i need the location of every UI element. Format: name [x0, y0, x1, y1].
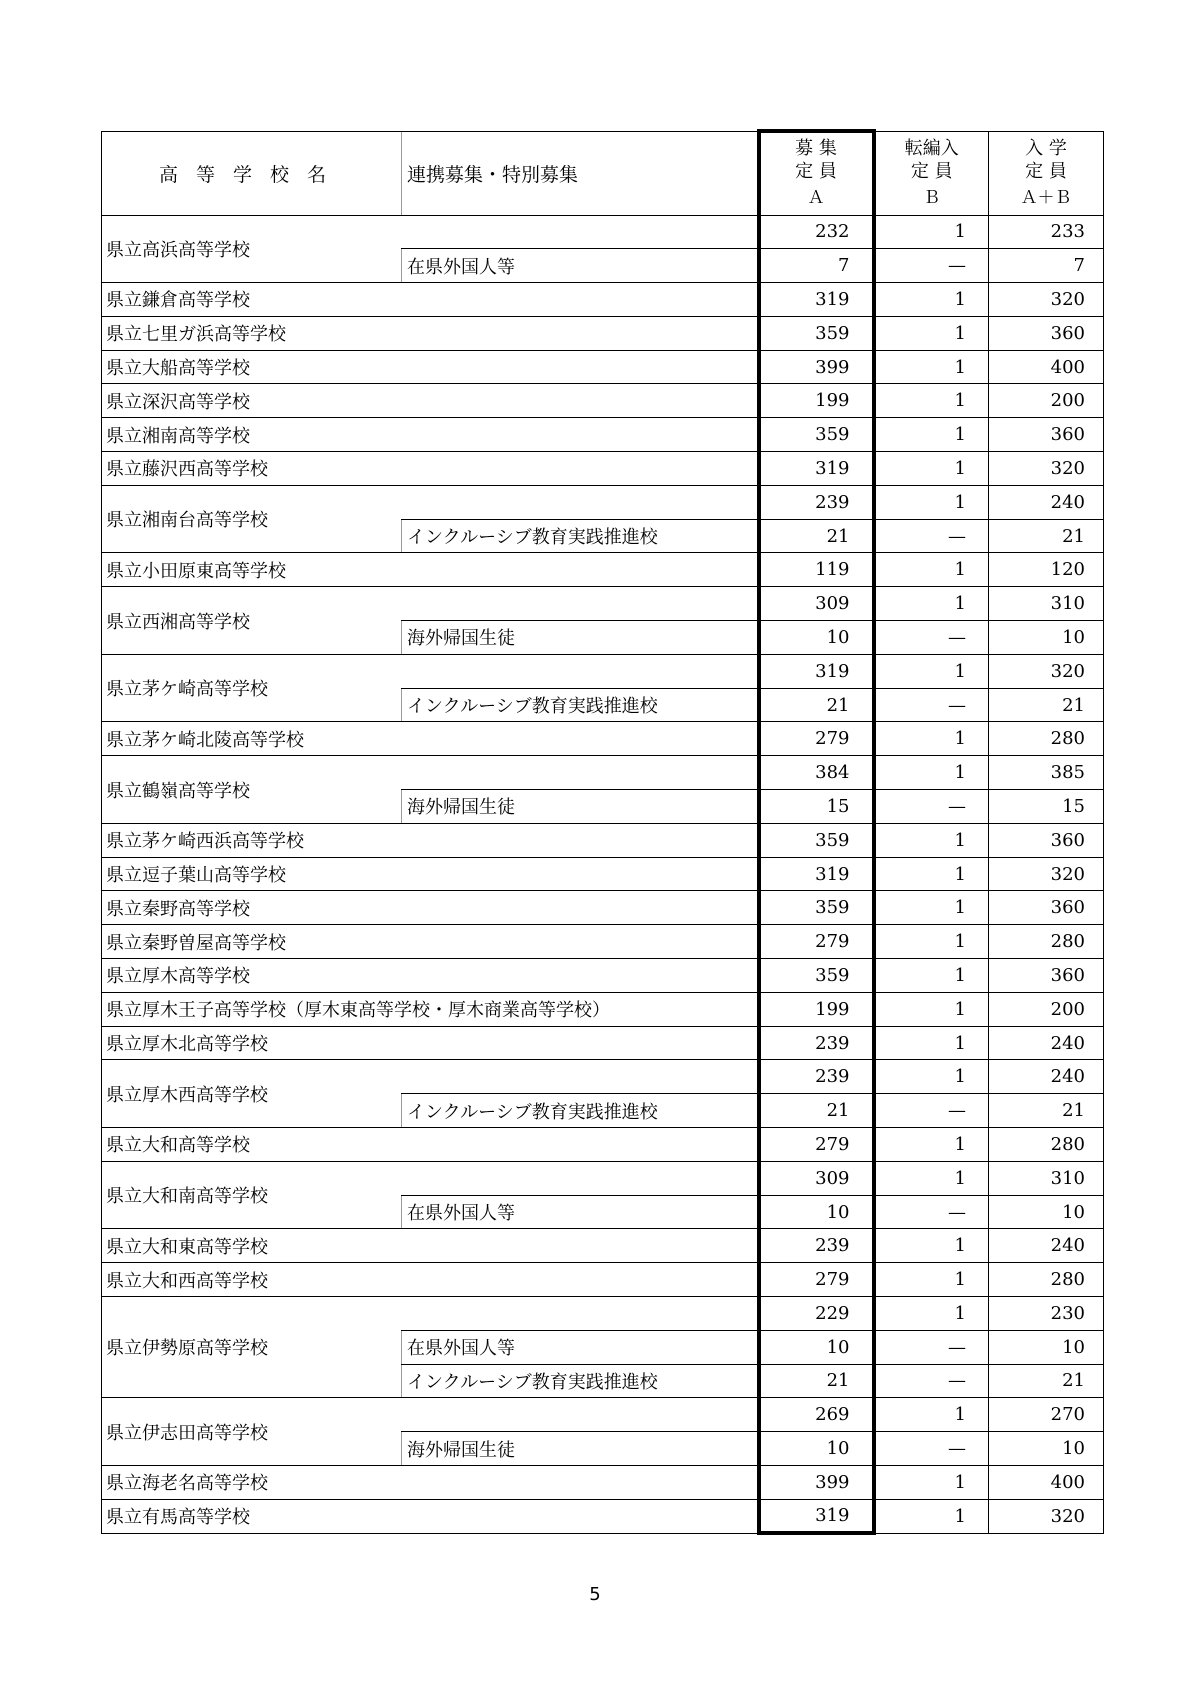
total-ab: 320	[989, 857, 1104, 891]
transfer-b: 1	[874, 654, 989, 688]
page-number: 5	[589, 1584, 601, 1605]
total-ab: 360	[989, 418, 1104, 452]
program-cell: 海外帰国生徒	[402, 790, 759, 824]
school-name: 県立有馬高等学校	[102, 1499, 759, 1533]
total-ab: 310	[989, 587, 1104, 621]
capacity-a: 232	[759, 215, 874, 249]
capacity-a: 319	[759, 283, 874, 317]
school-name: 県立海老名高等学校	[102, 1465, 759, 1499]
program-cell	[402, 654, 759, 688]
program-cell	[402, 485, 759, 519]
transfer-b: 1	[874, 1499, 989, 1533]
capacity-a: 359	[759, 959, 874, 993]
transfer-b: 1	[874, 283, 989, 317]
capacity-a: 359	[759, 823, 874, 857]
transfer-b: —	[874, 1432, 989, 1466]
school-name: 県立厚木西高等学校	[102, 1060, 402, 1128]
capacity-a: 309	[759, 587, 874, 621]
header-col-b-line3: Ｂ	[923, 187, 941, 208]
capacity-a: 10	[759, 1432, 874, 1466]
school-name: 県立小田原東高等学校	[102, 553, 759, 587]
school-name: 県立湘南高等学校	[102, 418, 759, 452]
table-row	[102, 1465, 1104, 1499]
capacity-a: 319	[759, 1499, 874, 1533]
school-name: 県立高浜高等学校	[102, 215, 402, 283]
header-col-a	[759, 131, 874, 215]
transfer-b: 1	[874, 1398, 989, 1432]
transfer-b: 1	[874, 925, 989, 959]
transfer-b: —	[874, 688, 989, 722]
table-row	[102, 992, 1104, 1026]
transfer-b: 1	[874, 587, 989, 621]
total-ab: 270	[989, 1398, 1104, 1432]
total-ab: 230	[989, 1297, 1104, 1331]
total-ab: 400	[989, 350, 1104, 384]
transfer-b: 1	[874, 1060, 989, 1094]
school-name: 県立大和東高等学校	[102, 1229, 759, 1263]
capacity-a: 21	[759, 519, 874, 553]
capacity-a: 309	[759, 1161, 874, 1195]
school-name: 県立伊志田高等学校	[102, 1398, 402, 1466]
school-name: 県立大和高等学校	[102, 1128, 759, 1162]
capacity-a: 359	[759, 418, 874, 452]
table-row	[102, 1161, 1104, 1195]
program-cell	[402, 1398, 759, 1432]
total-ab: 280	[989, 722, 1104, 756]
transfer-b: 1	[874, 891, 989, 925]
school-name: 県立鎌倉高等学校	[102, 283, 759, 317]
school-name: 県立厚木王子高等学校（厚木東高等学校・厚木商業高等学校）	[102, 992, 759, 1026]
total-ab: 233	[989, 215, 1104, 249]
header-program: 連携募集・特別募集	[402, 131, 759, 215]
table-row	[102, 1060, 1104, 1094]
program-cell: 海外帰国生徒	[402, 1432, 759, 1466]
school-name: 県立深沢高等学校	[102, 384, 759, 418]
school-name: 県立逗子葉山高等学校	[102, 857, 759, 891]
transfer-b: 1	[874, 485, 989, 519]
transfer-b: 1	[874, 215, 989, 249]
total-ab: 120	[989, 553, 1104, 587]
transfer-b: —	[874, 249, 989, 283]
total-ab: 280	[989, 925, 1104, 959]
total-ab: 360	[989, 959, 1104, 993]
transfer-b: —	[874, 790, 989, 824]
total-ab: 400	[989, 1465, 1104, 1499]
program-cell	[402, 1060, 759, 1094]
total-ab: 240	[989, 1060, 1104, 1094]
header-col-b-line1: 転編入	[904, 137, 959, 159]
transfer-b: 1	[874, 1161, 989, 1195]
capacity-a: 10	[759, 621, 874, 655]
capacity-a: 239	[759, 1026, 874, 1060]
program-cell	[402, 215, 759, 249]
school-name: 県立厚木高等学校	[102, 959, 759, 993]
header-col-ab-line1: 入 学	[1025, 137, 1067, 159]
capacity-a: 119	[759, 553, 874, 587]
capacity-a: 319	[759, 452, 874, 486]
total-ab: 280	[989, 1128, 1104, 1162]
table-row	[102, 857, 1104, 891]
program-cell: インクルーシブ教育実践推進校	[402, 519, 759, 553]
total-ab: 280	[989, 1263, 1104, 1297]
table-row	[102, 316, 1104, 350]
transfer-b: 1	[874, 418, 989, 452]
program-cell	[402, 756, 759, 790]
header-col-ab-line3: Ａ＋Ｂ	[1020, 187, 1072, 208]
program-cell: 在県外国人等	[402, 1195, 759, 1229]
transfer-b: 1	[874, 1026, 989, 1060]
table-row	[102, 384, 1104, 418]
total-ab: 200	[989, 992, 1104, 1026]
transfer-b: 1	[874, 1128, 989, 1162]
table-body	[102, 215, 1104, 1533]
transfer-b: 1	[874, 992, 989, 1026]
school-name: 県立大和西高等学校	[102, 1263, 759, 1297]
transfer-b: 1	[874, 722, 989, 756]
transfer-b: 1	[874, 823, 989, 857]
school-name: 県立厚木北高等学校	[102, 1026, 759, 1060]
school-name: 県立茅ケ崎高等学校	[102, 654, 402, 722]
school-name: 県立大和南高等学校	[102, 1161, 402, 1229]
total-ab: 320	[989, 1499, 1104, 1533]
table-row	[102, 654, 1104, 688]
capacity-a: 399	[759, 1465, 874, 1499]
capacity-a: 319	[759, 654, 874, 688]
program-cell	[402, 1161, 759, 1195]
total-ab: 15	[989, 790, 1104, 824]
total-ab: 21	[989, 1364, 1104, 1398]
transfer-b: 1	[874, 1297, 989, 1331]
program-cell: 在県外国人等	[402, 1330, 759, 1364]
capacity-table	[101, 129, 1104, 1535]
total-ab: 310	[989, 1161, 1104, 1195]
capacity-a: 239	[759, 1060, 874, 1094]
transfer-b: 1	[874, 553, 989, 587]
transfer-b: 1	[874, 316, 989, 350]
capacity-a: 199	[759, 384, 874, 418]
program-cell: 海外帰国生徒	[402, 621, 759, 655]
school-name: 県立鶴嶺高等学校	[102, 756, 402, 824]
table-row	[102, 1128, 1104, 1162]
table-row	[102, 1297, 1104, 1331]
capacity-a: 279	[759, 722, 874, 756]
capacity-a: 21	[759, 688, 874, 722]
table-row	[102, 350, 1104, 384]
table-header	[102, 131, 1104, 215]
capacity-a: 10	[759, 1330, 874, 1364]
transfer-b: —	[874, 1330, 989, 1364]
transfer-b: —	[874, 1094, 989, 1128]
capacity-a: 384	[759, 756, 874, 790]
table-row	[102, 418, 1104, 452]
capacity-a: 229	[759, 1297, 874, 1331]
transfer-b: 1	[874, 350, 989, 384]
total-ab: 21	[989, 688, 1104, 722]
table-row	[102, 587, 1104, 621]
transfer-b: 1	[874, 857, 989, 891]
total-ab: 21	[989, 1094, 1104, 1128]
table-row	[102, 1499, 1104, 1533]
program-cell: 在県外国人等	[402, 249, 759, 283]
transfer-b: —	[874, 1364, 989, 1398]
total-ab: 360	[989, 891, 1104, 925]
total-ab: 360	[989, 823, 1104, 857]
table-row	[102, 959, 1104, 993]
total-ab: 10	[989, 621, 1104, 655]
program-cell	[402, 587, 759, 621]
header-col-a-line1: 募 集	[795, 138, 837, 160]
header-col-a-line2: 定 員	[795, 161, 837, 183]
transfer-b: 1	[874, 1229, 989, 1263]
school-name: 県立秦野高等学校	[102, 891, 759, 925]
transfer-b: 1	[874, 384, 989, 418]
total-ab: 320	[989, 452, 1104, 486]
program-cell: インクルーシブ教育実践推進校	[402, 1094, 759, 1128]
capacity-a: 15	[759, 790, 874, 824]
school-name: 県立秦野曽屋高等学校	[102, 925, 759, 959]
table-row	[102, 1026, 1104, 1060]
program-cell: インクルーシブ教育実践推進校	[402, 688, 759, 722]
capacity-a: 359	[759, 316, 874, 350]
table-row	[102, 1398, 1104, 1432]
table-row	[102, 553, 1104, 587]
school-name: 県立大船高等学校	[102, 350, 759, 384]
total-ab: 10	[989, 1330, 1104, 1364]
header-col-ab	[989, 131, 1104, 215]
capacity-a: 21	[759, 1094, 874, 1128]
header-col-b-line2: 定 員	[910, 160, 953, 182]
total-ab: 240	[989, 1229, 1104, 1263]
transfer-b: 1	[874, 959, 989, 993]
capacity-a: 269	[759, 1398, 874, 1432]
school-name: 県立西湘高等学校	[102, 587, 402, 655]
total-ab: 240	[989, 1026, 1104, 1060]
total-ab: 10	[989, 1432, 1104, 1466]
capacity-a: 279	[759, 1263, 874, 1297]
transfer-b: 1	[874, 1263, 989, 1297]
table-row	[102, 823, 1104, 857]
table-row	[102, 756, 1104, 790]
transfer-b: 1	[874, 1465, 989, 1499]
capacity-a: 7	[759, 249, 874, 283]
header-school-name: 高等学校名	[102, 131, 402, 215]
capacity-a: 10	[759, 1195, 874, 1229]
table-row	[102, 925, 1104, 959]
transfer-b: 1	[874, 756, 989, 790]
total-ab: 320	[989, 283, 1104, 317]
capacity-a: 239	[759, 1229, 874, 1263]
table-row	[102, 452, 1104, 486]
table-row	[102, 215, 1104, 249]
total-ab: 21	[989, 519, 1104, 553]
total-ab: 10	[989, 1195, 1104, 1229]
capacity-a: 279	[759, 1128, 874, 1162]
school-name: 県立伊勢原高等学校	[102, 1297, 402, 1398]
transfer-b: —	[874, 621, 989, 655]
capacity-a: 21	[759, 1364, 874, 1398]
program-cell	[402, 1297, 759, 1331]
total-ab: 360	[989, 316, 1104, 350]
table-row	[102, 485, 1104, 519]
capacity-a: 399	[759, 350, 874, 384]
school-name: 県立湘南台高等学校	[102, 485, 402, 553]
school-name: 県立茅ケ崎西浜高等学校	[102, 823, 759, 857]
school-name: 県立藤沢西高等学校	[102, 452, 759, 486]
transfer-b: —	[874, 519, 989, 553]
capacity-a: 359	[759, 891, 874, 925]
table-row	[102, 1263, 1104, 1297]
total-ab: 200	[989, 384, 1104, 418]
capacity-a: 239	[759, 485, 874, 519]
header-col-ab-line2: 定 員	[1025, 160, 1067, 182]
total-ab: 320	[989, 654, 1104, 688]
table-row	[102, 283, 1104, 317]
total-ab: 240	[989, 485, 1104, 519]
transfer-b: 1	[874, 452, 989, 486]
table-row	[102, 1229, 1104, 1263]
program-cell: インクルーシブ教育実践推進校	[402, 1364, 759, 1398]
capacity-a: 199	[759, 992, 874, 1026]
total-ab: 385	[989, 756, 1104, 790]
capacity-a: 279	[759, 925, 874, 959]
header-col-a-line3: Ａ	[807, 188, 825, 209]
table-row	[102, 722, 1104, 756]
school-name: 県立茅ケ崎北陵高等学校	[102, 722, 759, 756]
capacity-a: 319	[759, 857, 874, 891]
total-ab: 7	[989, 249, 1104, 283]
school-name: 県立七里ガ浜高等学校	[102, 316, 759, 350]
transfer-b: —	[874, 1195, 989, 1229]
table-row	[102, 891, 1104, 925]
header-col-b	[874, 131, 989, 215]
